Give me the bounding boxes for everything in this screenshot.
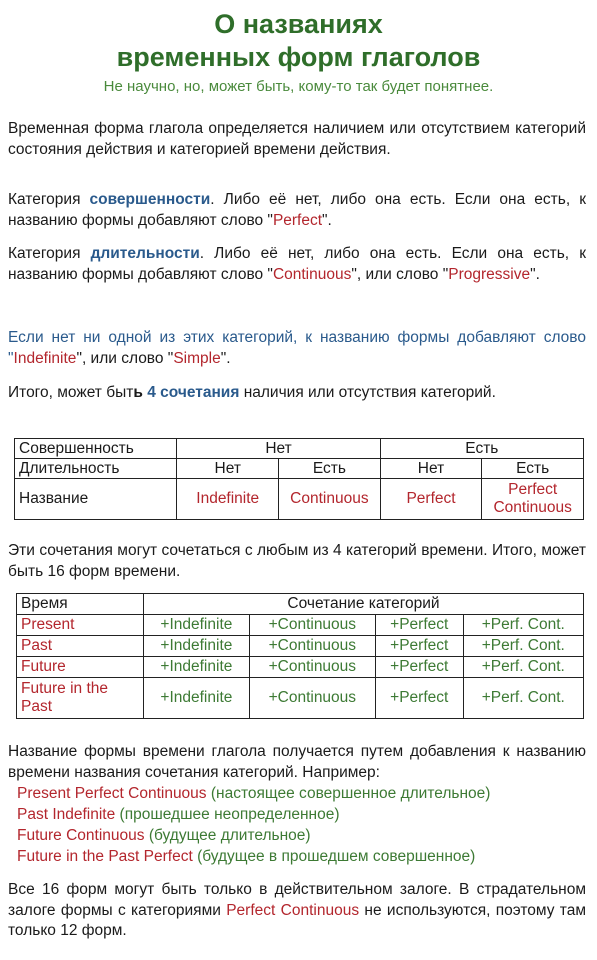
list-item — [17, 783, 490, 804]
total-bold-letter: ь — [133, 384, 143, 401]
table-cell: Future — [17, 657, 144, 678]
table-cell: +Indefinite — [144, 636, 250, 657]
list-item — [17, 846, 490, 867]
example-gloss: (настоящее совершенное длительное) — [206, 785, 491, 802]
perfect-keyword: совершенности — [89, 191, 211, 208]
perfect-after: ". — [322, 211, 332, 229]
continuous-before: Категория — [8, 245, 91, 262]
final-before: Все 16 форм могут быть только в действительном залоге. В страдательном залоге формы с категориями — [8, 881, 586, 919]
indefinite-term: Indefinite — [13, 349, 77, 367]
table-cell: +Continuous — [249, 678, 375, 719]
subtitle: Не научно, но, может быть, кому-то так будет понятнее. — [103, 78, 494, 95]
table-cell: Indefinite — [177, 479, 279, 520]
intro-paragraph: Временная форма глагола определяется наличием или отсутствием категорий состояния действия и категорией времени действия. — [8, 120, 586, 158]
cell-line: Perfect — [508, 481, 558, 498]
perfect-middle: . Либо её нет, либо она есть. Если она есть, к названию формы добавляют слово " — [8, 191, 586, 229]
table-row — [15, 479, 584, 520]
table-cell: Нет — [177, 459, 279, 479]
table-cell: Совершенность — [15, 439, 177, 459]
table-cell: Continuous — [279, 479, 381, 520]
table-row — [17, 615, 584, 636]
table-cell: Название — [15, 479, 177, 520]
final-after: не используются, поэтому там только 12 форм. — [8, 901, 587, 939]
table-cell: +Perfect — [375, 615, 463, 636]
naming-paragraph: Название формы времени глагола получается путем добавления к названию времени названия сочетания категорий. Например: — [8, 743, 586, 781]
example-term: Future in the Past Perfect — [17, 848, 193, 865]
table-cell: +Perf. Cont. — [463, 636, 583, 657]
example-term: Present Perfect Continuous — [17, 785, 207, 802]
example-gloss: (будущее длительное) — [144, 827, 311, 844]
progressive-term: Progressive — [448, 265, 531, 283]
table-row — [17, 594, 584, 615]
total-before: Итого, может быт — [8, 384, 134, 401]
table-row — [17, 636, 584, 657]
continuous-after: ". — [530, 265, 540, 283]
categories-table — [14, 438, 584, 520]
example-term: Past Indefinite — [17, 806, 116, 823]
table-cell: Past — [17, 636, 144, 657]
example-gloss: (будущее в прошедшем совершенное) — [192, 848, 476, 865]
table-cell: Нет — [177, 439, 380, 459]
perfect-paragraph — [8, 190, 586, 231]
none-after: ". — [220, 349, 231, 367]
list-item — [17, 804, 490, 825]
table-cell: +Perfect — [375, 636, 463, 657]
table-cell: Длительность — [15, 459, 177, 479]
continuous-middle2: ", или слово " — [351, 265, 449, 283]
table-cell: +Perf. Cont. — [463, 657, 583, 678]
table-cell: +Continuous — [249, 636, 375, 657]
table-cell: +Continuous — [249, 657, 375, 678]
page-title — [0, 0, 597, 74]
table-cell: +Perfect — [375, 678, 463, 719]
table-cell: +Indefinite — [144, 678, 250, 719]
combos-paragraph: Эти сочетания могут сочетаться с любым из 4 категорий времени. Итого, может быть 16 форм времени. — [8, 542, 586, 580]
table-cell: Сочетание категорий — [144, 594, 584, 615]
table-cell: +Continuous — [249, 615, 375, 636]
table-cell: +Indefinite — [144, 615, 250, 636]
table-cell: +Perfect — [375, 657, 463, 678]
none-middle: ", или слово " — [76, 349, 174, 367]
none-before: Если нет ни одной из этих категорий, к названию формы добавляют слово " — [8, 329, 586, 367]
total-paragraph — [8, 383, 586, 404]
table-cell: Нет — [380, 459, 482, 479]
title-line-1: О названиях — [214, 9, 383, 39]
perfect-before: Категория — [8, 191, 90, 208]
cell-line: Continuous — [493, 499, 572, 516]
continuous-paragraph — [8, 244, 586, 285]
table-cell: Future in the Past — [17, 678, 144, 719]
example-gloss: (прошедшее неопределенное) — [115, 806, 340, 823]
table-cell: Perfect — [380, 479, 482, 520]
table-cell: +Indefinite — [144, 657, 250, 678]
continuous-keyword: длительности — [90, 245, 200, 262]
continuous-middle: . Либо её нет, либо она есть. Если она есть, к названию формы добавляют слово " — [8, 245, 586, 283]
table-cell: Время — [17, 594, 144, 615]
table-cell: +Perf. Cont. — [463, 615, 583, 636]
table-cell: Есть — [380, 439, 583, 459]
table-cell — [482, 479, 584, 520]
table-cell: Есть — [279, 459, 381, 479]
final-term: Perfect Continuous — [226, 901, 360, 919]
total-number: 4 сочетания — [147, 384, 240, 401]
list-item — [17, 825, 490, 846]
table-row — [17, 657, 584, 678]
table-cell: +Perf. Cont. — [463, 678, 583, 719]
table-row — [15, 459, 584, 479]
examples-list — [17, 783, 490, 867]
final-paragraph — [8, 880, 586, 942]
title-line-2: временных форм глаголов — [116, 42, 481, 72]
continuous-term: Continuous — [272, 265, 352, 283]
total-after: наличия или отсутствия категорий. — [239, 384, 496, 401]
tenses-table — [16, 593, 584, 719]
table-cell: Present — [17, 615, 144, 636]
perfect-term: Perfect — [272, 211, 323, 229]
none-paragraph — [8, 328, 586, 369]
table-cell: Есть — [482, 459, 584, 479]
table-row — [17, 678, 584, 719]
example-term: Future Continuous — [17, 827, 145, 844]
simple-term: Simple — [173, 349, 221, 367]
table-row — [15, 439, 584, 459]
